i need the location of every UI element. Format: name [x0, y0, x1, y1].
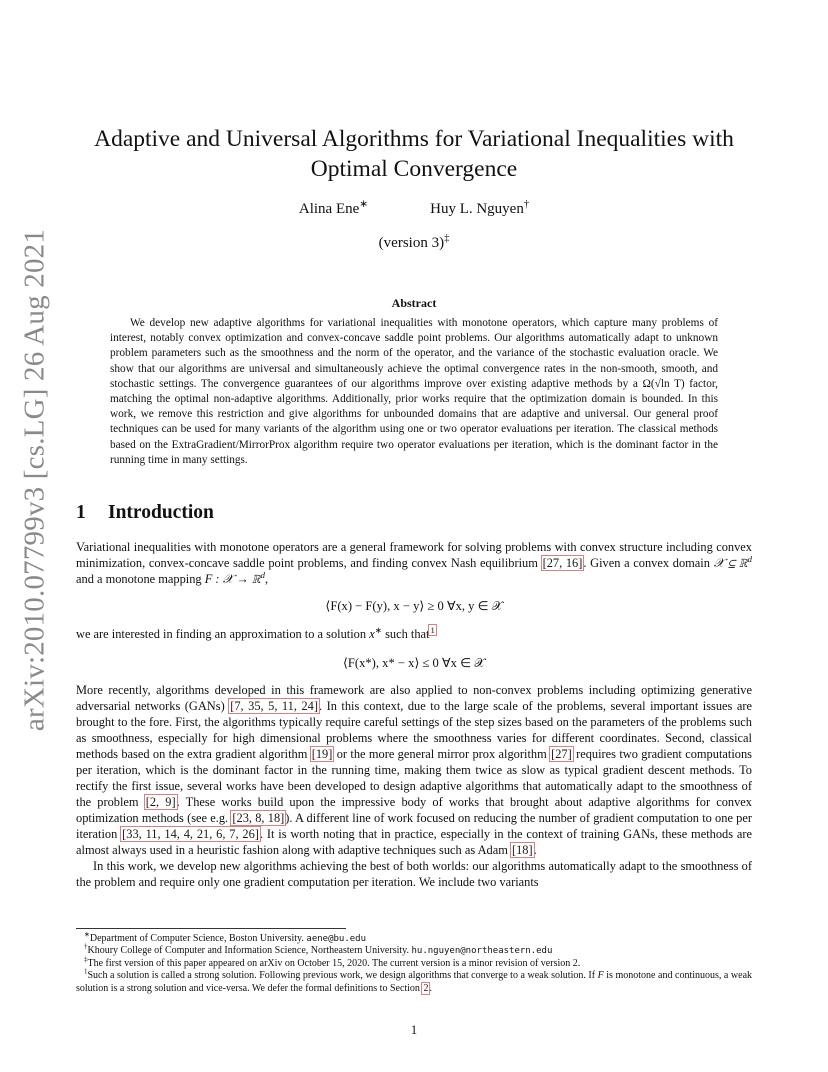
footnote-rule [76, 928, 346, 929]
intro-paragraph-1: Variational inequalities with monotone operators are a general framework for solving problems with convex structure including convex minimization, convex-concave saddle point problems, and finding convex Nash equilibrium [27, 16]. Given a convex domain 𝒳 ⊆ ℝ$^d$ and a monotone mapping F : 𝒳 → ℝ$^d$, [76, 540, 752, 586]
arxiv-identifier-text: arXiv:2010.07799v3 [cs.LG] 26 Aug 2021 [18, 228, 51, 732]
section-link[interactable]: 2 [423, 982, 429, 994]
abstract-body: We develop new adaptive algorithms for variational inequalities with monotone operators, which capture many problems of interest, notably convex optimization and convex-concave saddle point problems. Our algorithms automatically adapt to unknown problem parameters such as the smoothness and the norm of the operator, and the variance of the stochastic evaluation oracle. We show that our algorithms are universal and simultaneously achieve the optimal convergence rates in the non-smooth, smooth, and stochastic settings. The convergence guarantees of our algorithms improve over existing adaptive methods by a Ω(√ln T) factor, matching the optimal non-adaptive algorithms. Additionally, prior works require that the optimization domain is bounded. In this work, we remove this restriction and give algorithms for unbounded domains that are adaptive and universal. Our general proof techniques can be used for many variants of the algorithm using one or two operator evaluations per iteration. The classical methods based on the ExtraGradient/MirrorProx algorithm require two operator evaluations per iteration, which is the dominant factor in the running time in many settings. [110, 317, 718, 466]
citation-link[interactable]: [18] [511, 843, 533, 857]
version-note: (version 3)‡ [378, 233, 450, 251]
citation-link[interactable]: [7, 35, 5, 11, 24] [230, 699, 318, 713]
citation-link[interactable]: [27, 16] [542, 556, 583, 570]
citation-link[interactable]: [27] [551, 747, 572, 761]
paper-title: Adaptive and Universal Algorithms for Variational Inequalities with Optimal Convergence [94, 126, 734, 182]
intro-paragraph-2: More recently, algorithms developed in this framework are also applied to non-convex problems including optimizing generative adversarial networks (GANs) [7, 35, 5, 11, 24]. In this context, due to the large scale of the problems, several important issues are brought to the fore. First, the algorithms typically require careful settings of the step sizes based on the parameters of the problems such as smoothness, especially for high dimensional problems where the smoothness varies for different coordinates. Second, classical methods based on the extra gradient algorithm [19] or the more general mirror prox algorithm [27] requires two gradient computations per iteration, which is the dominant factor in the running time, making them twice as slow as typical gradient descent methods. To rectify the first issue, several works have been developed to design adaptive algorithms that automatically adapt to the smoothness of the problem [2, 9]. These works build upon the impressive body of works that brought about adaptive algorithms for convex optimization methods (see e.g. [23, 8, 18]). A different line of work focused on reducing the number of gradient computation to one per iteration [33, 11, 14, 4, 21, 6, 7, 26]. It is worth noting that in practice, especially in the context of training GANs, these methods are almost always used in a heuristic fashion along with adaptive techniques such as Adam [18]. In this work, we develop new algorithms achieving the best of both worlds: our algorithms automatically adapt to the smoothness of the problem and require only one gradient computation per iteration. We include two variants [76, 683, 753, 889]
footnote-link[interactable]: 1 [430, 624, 435, 635]
citation-link[interactable]: [2, 9] [145, 795, 176, 809]
footnotes [76, 930, 753, 995]
citation-link[interactable]: [33, 11, 14, 4, 21, 6, 7, 26] [122, 827, 259, 841]
monotone-equation: ⟨F(x) − F(y), x − y⟩ ≥ 0 ∀x, y ∈ 𝒳 [325, 599, 503, 613]
email-address: aene@bu.edu [306, 934, 367, 944]
arxiv-identifier [14, 228, 56, 732]
citation-link[interactable]: [23, 8, 18] [232, 811, 285, 825]
solution-equation: ⟨F(x*), x* − x⟩ ≤ 0 ∀x ∈ 𝒳 [342, 656, 486, 670]
intro-paragraph-3: In this work, we develop new algorithms achieving the best of both worlds: our algorithms automatically adapt to the smoothness of the problem and require only one gradient computation per iteration. We include two variants [76, 859, 752, 889]
abstract-heading: Abstract [391, 296, 437, 310]
footnote-solution: $^1$Such a solution is called a strong solution. Following previous work, we design algorithms that converge to a weak solution. If F is monotone and continuous, a weak solution is a strong solution and vice-versa. We defer the formal definitions to Section 2. [76, 967, 753, 994]
author-1: Alina Ene∗ [298, 199, 369, 217]
interest-line: we are interested in finding an approximation to a solution x∗ such that$^1$ [76, 624, 435, 641]
citation-link[interactable]: [19] [311, 747, 333, 761]
footnote-version: ‡The first version of this paper appeared on arXiv on October 15, 2020. The current version is a minor revision of version 2. [84, 955, 581, 969]
section-heading: 1 Introduction [76, 502, 214, 523]
footnote-author-1: ∗Department of Computer Science, Boston University. aene@bu.edu [84, 930, 367, 944]
author-list [76, 201, 752, 218]
author-2: Huy L. Nguyen† [430, 199, 530, 217]
complexity-factor: Ω(√ln T) [642, 377, 685, 390]
page-number: 1 [410, 1023, 418, 1037]
footnote-author-2: †Khoury College of Computer and Information Science, Northeastern University. hu.nguyen@northeastern.edu [84, 943, 553, 957]
email-address: hu.nguyen@northeastern.edu [411, 946, 553, 957]
